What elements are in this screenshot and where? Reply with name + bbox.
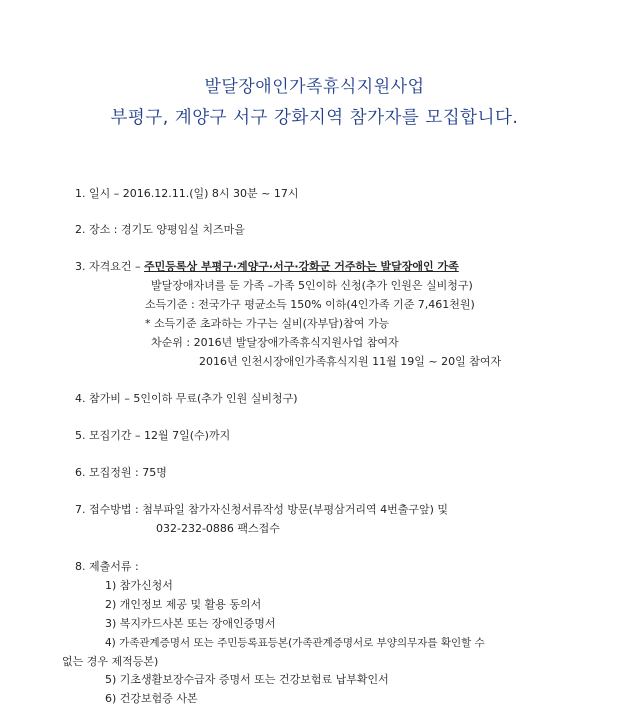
document-4-continued: 없는 경우 제적등본)	[62, 655, 159, 668]
document-title-line1: 발달장애인가족휴식지원사업	[204, 77, 425, 97]
item-period: 5. 모집기간 – 12월 7일(수)까지	[75, 429, 231, 442]
document-1: 1) 참가신청서	[105, 579, 173, 592]
item-capacity: 6. 모집정원 : 75명	[75, 466, 167, 479]
eligibility-detail-2: 소득기준 : 전국가구 평균소득 150% 이하(4인가족 기준 7,461천원)	[145, 298, 475, 311]
document-title-line2: 부평구, 계양구 서구 강화지역 참가자를 모집합니다.	[110, 108, 519, 128]
document-2: 2) 개인정보 제공 및 활용 동의서	[105, 598, 262, 611]
eligibility-detail-4: 차순위 : 2016년 발달장애가족휴식지원사업 참여자	[151, 336, 399, 349]
item-method-line1: 7. 접수방법 : 첨부파일 참가자신청서류작성 방문(부평삼거리역 4번출구앞) 및	[75, 503, 449, 516]
document-6: 6) 건강보험증 사본	[105, 692, 198, 705]
eligibility-detail-3: * 소득기준 초과하는 가구는 실비(자부담)참여 가능	[145, 317, 390, 330]
item-method-line2: 032-232-0886 팩스접수	[156, 522, 280, 535]
item-date: 1. 일시 – 2016.12.11.(일) 8시 30분 ~ 17시	[75, 187, 299, 200]
document-5: 5) 기초생활보장수급자 증명서 또는 건강보험료 납부확인서	[105, 673, 389, 686]
document-4: 4) 가족관계증명서 또는 주민등록표등본(가족관계증명서로 부양의무자를 확인할 수	[105, 637, 485, 649]
item-eligibility	[75, 260, 459, 274]
eligibility-detail-1: 발달장애자녀를 둔 가족 –가족 5인이하 신청(추가 인원은 실비청구)	[151, 279, 473, 292]
eligibility-main: 주민등록상 부평구·계양구·서구·강화군 거주하는 발달장애인 가족	[144, 260, 459, 273]
item-place: 2. 장소 : 경기도 양평임실 치즈마을	[75, 223, 245, 236]
eligibility-label: 3. 자격요건 –	[75, 260, 141, 273]
eligibility-detail-5: 2016년 인천시장애인가족휴식지원 11월 19일 ~ 20일 참여자	[199, 355, 502, 368]
item-fee: 4. 참가비 – 5인이하 무료(추가 인원 실비청구)	[75, 392, 298, 405]
document-3: 3) 복지카드사본 또는 장애인증명서	[105, 617, 276, 630]
item-documents: 8. 제출서류 :	[75, 560, 139, 573]
